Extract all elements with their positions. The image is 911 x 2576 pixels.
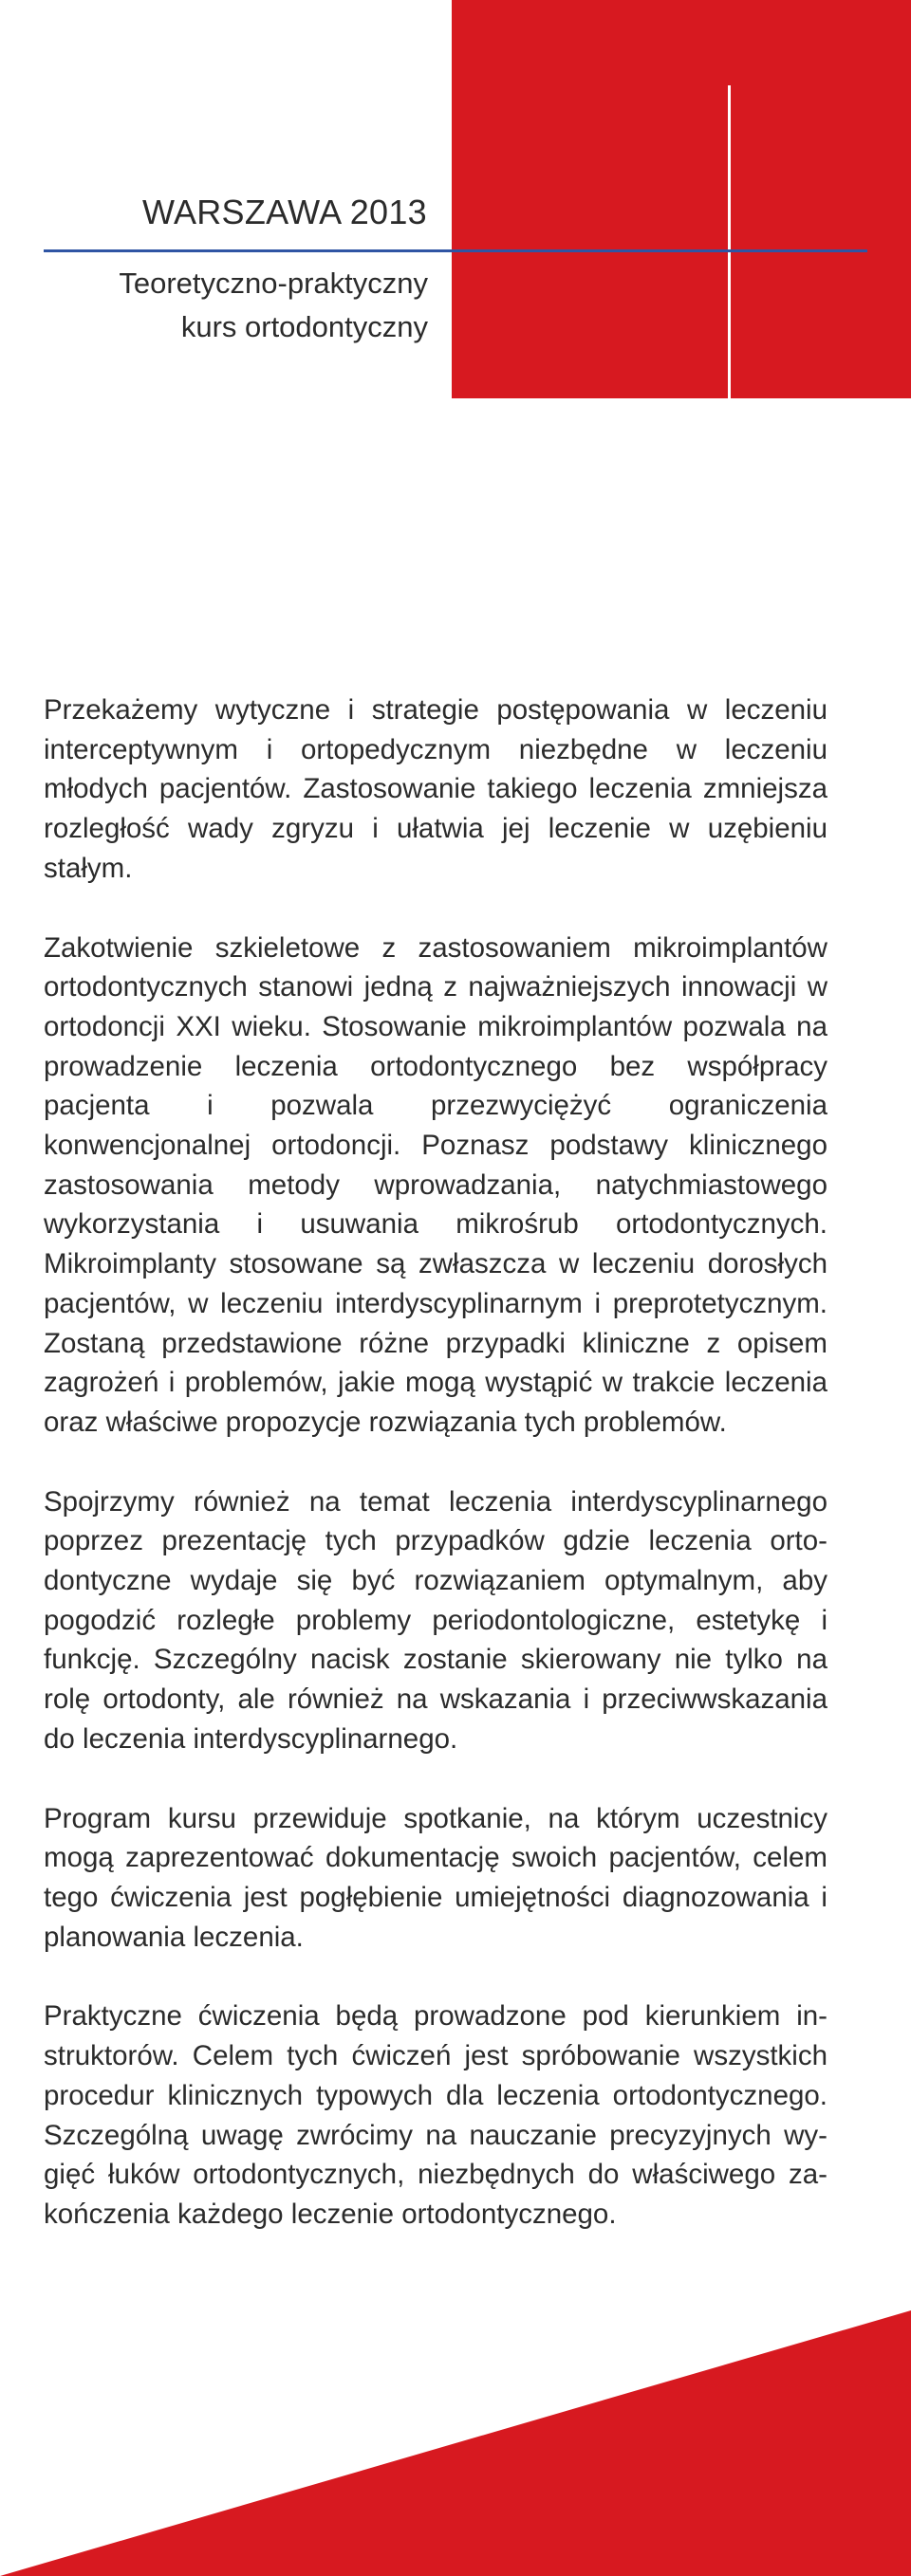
body-text — [44, 690, 827, 2274]
blue-divider-rule — [44, 249, 867, 252]
page-title: WARSZAWA 2013 — [142, 193, 427, 231]
paragraph-course-program: Program kursu przewiduje spotkanie, na którym uczestnicy mogą zaprezentować dokumentację swoich pacjentów, celem tego ćwiczenia jest pogłębienie umiejętności diagnozowania i planowania leczenia. — [44, 1802, 827, 1953]
paragraph-practical-exercises: Praktyczne ćwiczenia będą prowadzone pod kierunkiem instruktorów. Celem tych ćwiczeń jest spróbowanie wszystkich procedur klinicznych typowych dla leczenia ortodontycznego. Szczególną uwagę zwrócimy na nauczanie precyzyjnych wygięć łuków ortodontycznych, niezbędnych do właściwego zakończenia każdego leczenie ortodontycznego. — [44, 2000, 827, 2230]
subtitle-line-1: Teoretyczno-praktyczny — [119, 267, 428, 300]
decorative-vertical-line — [728, 85, 731, 398]
red-header-block — [452, 0, 911, 398]
page-subtitle — [119, 262, 428, 349]
paragraph-microimplants: Zakotwienie szkieletowe z zastosowaniem mikroimplantów ortodontycznych stanowi jedną z najważniejszych innowacji w ortodoncji XXI wieku. Stosowanie mikroimplantów pozwala na prowadzenie leczenia ortodontycznego bez współpracy pacjenta i pozwala przezwyciężyć ograniczenia konwencjonalnej ortodoncji. Poznasz podstawy klinicznego zastosowania metody wprowadzania, natychmiastowego wykorzystania i usuwania mikrośrub ortodontycznych. Mikroimplanty stosowane są zwłaszcza w leczeniu dorosłych pacjentów, w leczeniu interdyscyplinarnym i preprotetycznym. Zostaną przedstawione różne przypadki kliniczne z opisem zagrożeń i problemów, jakie mogą wystąpić w trakcie leczenia oraz właściwe propozycje rozwiązania tych problemów. — [44, 931, 827, 1438]
paragraph-interceptive-treatment: Przekażemy wytyczne i strategie postępowania w leczeniu interceptywnym i ortopedycznym niezbędne w leczeniu młodych pacjentów. Zastosowanie takiego leczenia zmniejsza rozległość wady zgryzu i ułatwia jej leczenie w uzębieniu stałym. — [44, 694, 827, 884]
subtitle-line-2: kurs ortodontyczny — [180, 310, 428, 343]
red-corner-wedge — [0, 2310, 911, 2576]
paragraph-interdisciplinary: Spojrzymy również na temat leczenia interdyscyplinarnego poprzez prezentację tych przypadków gdzie leczenia ortodontyczne wydaje się być rozwiązaniem optymalnym, aby pogodzić rozległe problemy periodontologiczne, estetykę i funkcję. Szczególny nacisk zostanie skierowany nie tylko na rolę ortodonty, ale również na wskazania i przeciwwskazania do leczenia interdyscyplinarnego. — [44, 1485, 827, 1755]
